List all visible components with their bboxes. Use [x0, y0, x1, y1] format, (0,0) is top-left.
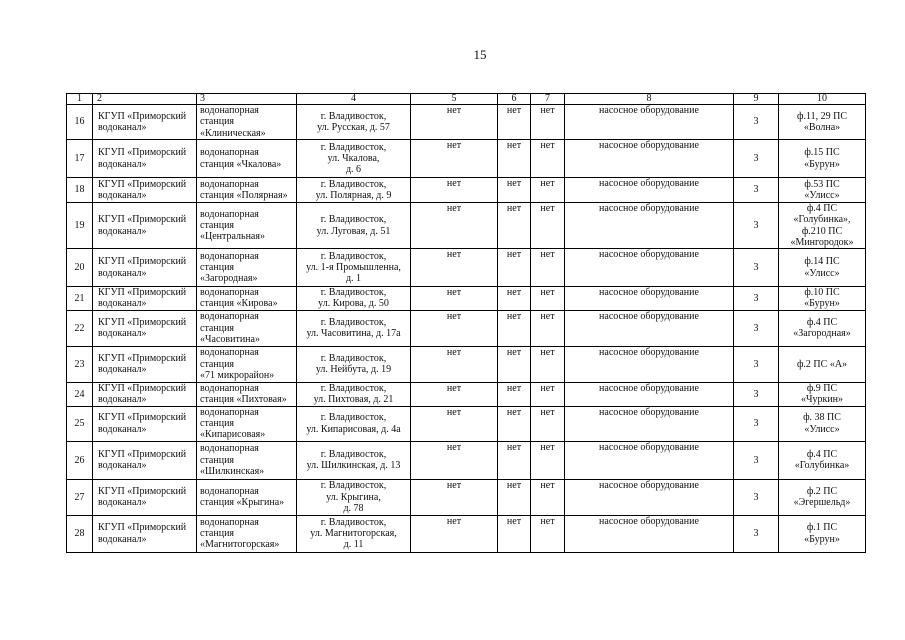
- table-cell-col-2: КГУП «Приморский водоканал»: [93, 310, 197, 346]
- header-cell-8: 8: [565, 94, 734, 105]
- table-cell-col-6: нет: [498, 203, 531, 249]
- table-cell-col-7: нет: [531, 382, 565, 406]
- header-cell-2: 2: [93, 94, 197, 105]
- table-row: [67, 406, 866, 441]
- table-cell-col-7: нет: [531, 287, 565, 311]
- table-cell-col-1: 23: [67, 346, 93, 382]
- table-cell-col-10: ф.2 ПС «А»: [779, 346, 866, 382]
- table-cell-col-7: нет: [531, 310, 565, 346]
- table-cell-col-10: ф.9 ПС «Чуркин»: [779, 382, 866, 406]
- table-cell-col-10: ф.11, 29 ПС «Волна»: [779, 105, 866, 140]
- table-cell-col-5: нет: [411, 249, 498, 287]
- table-cell-col-4: г. Владивосток, ул. 1-я Промышленна, д. 1: [297, 249, 411, 287]
- table-cell-col-5: нет: [411, 515, 498, 552]
- table-cell-col-1: 17: [67, 140, 93, 178]
- table-cell-col-8: насосное оборудование: [565, 140, 734, 178]
- header-cell-1: 1: [67, 94, 93, 105]
- table-cell-col-6: нет: [498, 406, 531, 441]
- table-cell-col-8: насосное оборудование: [565, 310, 734, 346]
- table-row: [67, 140, 866, 178]
- table-cell-col-5: нет: [411, 203, 498, 249]
- table-row: [67, 249, 866, 287]
- table-cell-col-3: водонапорная станция «Клиническая»: [197, 105, 297, 140]
- table-cell-col-4: г. Владивосток, ул. Часовитина, д. 17а: [297, 310, 411, 346]
- table-cell-col-6: нет: [498, 105, 531, 140]
- table-cell-col-9: 3: [734, 178, 779, 203]
- table-cell-col-9: 3: [734, 249, 779, 287]
- table-cell-col-10: ф. 38 ПС «Улисс»: [779, 406, 866, 441]
- table-cell-col-8: насосное оборудование: [565, 406, 734, 441]
- table-cell-col-4: г. Владивосток, ул. Нейбута, д. 19: [297, 346, 411, 382]
- table-row: [67, 441, 866, 479]
- data-table: [66, 93, 866, 553]
- table-row: [67, 203, 866, 249]
- table-header: [67, 94, 866, 105]
- table-cell-col-8: насосное оборудование: [565, 479, 734, 515]
- table-cell-col-3: водонапорная станция «Кирова»: [197, 287, 297, 311]
- table-cell-col-5: нет: [411, 441, 498, 479]
- table-cell-col-1: 16: [67, 105, 93, 140]
- table-cell-col-7: нет: [531, 178, 565, 203]
- table-body: [67, 105, 866, 553]
- table-cell-col-6: нет: [498, 382, 531, 406]
- table-cell-col-9: 3: [734, 479, 779, 515]
- table-cell-col-10: ф.15 ПС «Бурун»: [779, 140, 866, 178]
- table-cell-col-10: ф.14 ПС «Улисс»: [779, 249, 866, 287]
- table-cell-col-9: 3: [734, 140, 779, 178]
- table-cell-col-3: водонапорная станция «Загородная»: [197, 249, 297, 287]
- table-cell-col-3: водонапорная станция «Шилкинская»: [197, 441, 297, 479]
- table-cell-col-5: нет: [411, 346, 498, 382]
- table-cell-col-7: нет: [531, 479, 565, 515]
- table-cell-col-9: 3: [734, 515, 779, 552]
- table-cell-col-3: водонапорная станция «Кипарисовая»: [197, 406, 297, 441]
- table-cell-col-3: водонапорная станция «Чкалова»: [197, 140, 297, 178]
- table-cell-col-6: нет: [498, 140, 531, 178]
- table-cell-col-6: нет: [498, 287, 531, 311]
- table-cell-col-2: КГУП «Приморский водоканал»: [93, 203, 197, 249]
- page-number: 15: [473, 47, 487, 62]
- table-row: [67, 346, 866, 382]
- table-cell-col-3: водонапорная станция «Магнитогорская»: [197, 515, 297, 552]
- table-cell-col-8: насосное оборудование: [565, 203, 734, 249]
- table-cell-col-4: г. Владивосток, ул. Кипарисовая, д. 4а: [297, 406, 411, 441]
- table-cell-col-2: КГУП «Приморский водоканал»: [93, 105, 197, 140]
- header-cell-10: 10: [779, 94, 866, 105]
- header-cell-9: 9: [734, 94, 779, 105]
- table-cell-col-7: нет: [531, 203, 565, 249]
- table-cell-col-10: ф.10 ПС «Бурун»: [779, 287, 866, 311]
- table-cell-col-2: КГУП «Приморский водоканал»: [93, 479, 197, 515]
- table-cell-col-10: ф.2 ПС «Эгершельд»: [779, 479, 866, 515]
- table-row: [67, 287, 866, 311]
- table-cell-col-6: нет: [498, 479, 531, 515]
- table-row: [67, 382, 866, 406]
- table-cell-col-7: нет: [531, 441, 565, 479]
- table-cell-col-9: 3: [734, 441, 779, 479]
- table-cell-col-8: насосное оборудование: [565, 105, 734, 140]
- table-cell-col-5: нет: [411, 406, 498, 441]
- table-cell-col-5: нет: [411, 479, 498, 515]
- table-cell-col-2: КГУП «Приморский водоканал»: [93, 406, 197, 441]
- table-cell-col-4: г. Владивосток, ул. Луговая, д. 51: [297, 203, 411, 249]
- table-cell-col-1: 22: [67, 310, 93, 346]
- table-cell-col-8: насосное оборудование: [565, 249, 734, 287]
- table-cell-col-6: нет: [498, 178, 531, 203]
- table-cell-col-9: 3: [734, 406, 779, 441]
- table-cell-col-4: г. Владивосток, ул. Шилкинская, д. 13: [297, 441, 411, 479]
- table-cell-col-2: КГУП «Приморский водоканал»: [93, 515, 197, 552]
- table-cell-col-8: насосное оборудование: [565, 382, 734, 406]
- table-cell-col-9: 3: [734, 287, 779, 311]
- table-row: [67, 105, 866, 140]
- table-cell-col-6: нет: [498, 441, 531, 479]
- table-cell-col-9: 3: [734, 203, 779, 249]
- table-cell-col-2: КГУП «Приморский водоканал»: [93, 346, 197, 382]
- table-cell-col-3: водонапорная станция «Часовитина»: [197, 310, 297, 346]
- header-cell-6: 6: [498, 94, 531, 105]
- header-cell-3: 3: [197, 94, 297, 105]
- table-cell-col-6: нет: [498, 310, 531, 346]
- table-cell-col-2: КГУП «Приморский водоканал»: [93, 178, 197, 203]
- table-cell-col-4: г. Владивосток, ул. Крыгина, д. 78: [297, 479, 411, 515]
- table-row: [67, 515, 866, 552]
- table-cell-col-10: ф.53 ПС «Улисс»: [779, 178, 866, 203]
- table-cell-col-1: 20: [67, 249, 93, 287]
- table-cell-col-10: ф.1 ПС «Бурун»: [779, 515, 866, 552]
- table-row: [67, 310, 866, 346]
- table-cell-col-5: нет: [411, 310, 498, 346]
- table-cell-col-7: нет: [531, 346, 565, 382]
- table-cell-col-3: водонапорная станция «Пихтовая»: [197, 382, 297, 406]
- table-cell-col-8: насосное оборудование: [565, 287, 734, 311]
- table-cell-col-1: 26: [67, 441, 93, 479]
- table-cell-col-2: КГУП «Приморский водоканал»: [93, 287, 197, 311]
- table-cell-col-5: нет: [411, 178, 498, 203]
- table-cell-col-1: 19: [67, 203, 93, 249]
- table-cell-col-1: 25: [67, 406, 93, 441]
- table-cell-col-5: нет: [411, 287, 498, 311]
- table-cell-col-9: 3: [734, 310, 779, 346]
- table-cell-col-7: нет: [531, 515, 565, 552]
- header-cell-4: 4: [297, 94, 411, 105]
- table-cell-col-7: нет: [531, 406, 565, 441]
- table-cell-col-10: ф.4 ПС «Голубинка»: [779, 441, 866, 479]
- table-cell-col-2: КГУП «Приморский водоканал»: [93, 382, 197, 406]
- table-cell-col-4: г. Владивосток, ул. Полярная, д. 9: [297, 178, 411, 203]
- table-cell-col-1: 24: [67, 382, 93, 406]
- table-cell-col-1: 18: [67, 178, 93, 203]
- header-cell-7: 7: [531, 94, 565, 105]
- table-cell-col-4: г. Владивосток, ул. Пихтовая, д. 21: [297, 382, 411, 406]
- table-cell-col-9: 3: [734, 382, 779, 406]
- table-cell-col-10: ф.4 ПС «Загородная»: [779, 310, 866, 346]
- table-cell-col-5: нет: [411, 140, 498, 178]
- table-cell-col-7: нет: [531, 140, 565, 178]
- table-row: [67, 178, 866, 203]
- table-cell-col-5: нет: [411, 382, 498, 406]
- table-cell-col-10: ф.4 ПС «Голубинка», ф.210 ПС «Мингородок»: [779, 203, 866, 249]
- table-cell-col-3: водонапорная станция «Полярная»: [197, 178, 297, 203]
- table-cell-col-8: насосное оборудование: [565, 346, 734, 382]
- table-cell-col-1: 28: [67, 515, 93, 552]
- table-cell-col-8: насосное оборудование: [565, 178, 734, 203]
- table-cell-col-2: КГУП «Приморский водоканал»: [93, 140, 197, 178]
- table-cell-col-5: нет: [411, 105, 498, 140]
- table-cell-col-1: 21: [67, 287, 93, 311]
- table-cell-col-7: нет: [531, 105, 565, 140]
- table-cell-col-8: насосное оборудование: [565, 441, 734, 479]
- table-cell-col-3: водонапорная станция «Центральная»: [197, 203, 297, 249]
- table-header-row: [67, 94, 866, 105]
- table-row: [67, 479, 866, 515]
- table-cell-col-6: нет: [498, 249, 531, 287]
- table-cell-col-4: г. Владивосток, ул. Русская, д. 57: [297, 105, 411, 140]
- table-cell-col-8: насосное оборудование: [565, 515, 734, 552]
- table-cell-col-7: нет: [531, 249, 565, 287]
- table-cell-col-3: водонапорная станция «71 микрорайон»: [197, 346, 297, 382]
- header-cell-5: 5: [411, 94, 498, 105]
- table-cell-col-4: г. Владивосток, ул. Кирова, д. 50: [297, 287, 411, 311]
- table-cell-col-4: г. Владивосток, ул. Чкалова, д. 6: [297, 140, 411, 178]
- table-cell-col-1: 27: [67, 479, 93, 515]
- table-cell-col-2: КГУП «Приморский водоканал»: [93, 249, 197, 287]
- table-cell-col-2: КГУП «Приморский водоканал»: [93, 441, 197, 479]
- table-cell-col-4: г. Владивосток, ул. Магнитогорская, д. 11: [297, 515, 411, 552]
- table-cell-col-6: нет: [498, 515, 531, 552]
- table-cell-col-9: 3: [734, 346, 779, 382]
- table-cell-col-6: нет: [498, 346, 531, 382]
- table-cell-col-9: 3: [734, 105, 779, 140]
- table-cell-col-3: водонапорная станция «Крыгина»: [197, 479, 297, 515]
